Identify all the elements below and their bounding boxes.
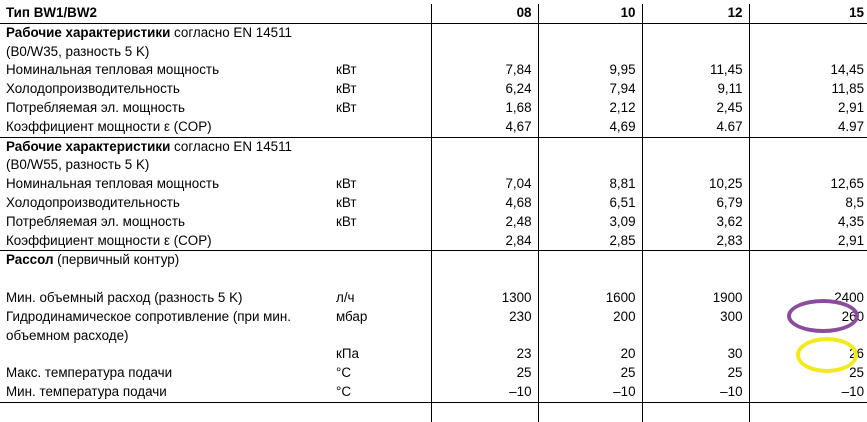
section-b0w55-title: Рабочие характеристики согласно EN 14511 bbox=[0, 137, 431, 156]
table-row: Гидродинамическое сопротивление (при мин. мбар 230 200 300 260 bbox=[0, 308, 867, 327]
section-b0w35-title: Рабочие характеристики согласно EN 14511 bbox=[0, 23, 431, 42]
model-12-header: 12 bbox=[642, 4, 749, 23]
section-brine-title: Рассол (первичный контур) bbox=[0, 251, 431, 270]
table-row: Холодопроизводительность кВт 4,68 6,51 6,79 8,5 bbox=[0, 194, 867, 213]
section-b0w55-subtitle-row bbox=[0, 156, 867, 175]
cut-off-row bbox=[0, 402, 867, 421]
table-row: Потребляемая эл. мощность кВт 2,48 3,09 3,62 4,35 bbox=[0, 213, 867, 232]
model-15-header: 15 bbox=[749, 4, 867, 23]
table-header-row bbox=[0, 4, 867, 23]
table-row: Потребляемая эл. мощность кВт 1,68 2,12 2,45 2,91 bbox=[0, 99, 867, 118]
spacer-row bbox=[0, 270, 867, 289]
table-row: кПа 23 20 30 26 bbox=[0, 345, 867, 364]
table-row: объемном расходе) bbox=[0, 327, 867, 346]
spec-table bbox=[0, 4, 867, 422]
section-b0w55-subtitle: (B0/W55, разность 5 K) bbox=[6, 157, 150, 173]
type-label: Тип BW1/BW2 bbox=[6, 5, 97, 20]
section-brine-title-row bbox=[0, 251, 867, 270]
table-row: Мин. объемный расход (разность 5 K) л/ч 1300 1600 1900 2400 bbox=[0, 289, 867, 308]
table-row: Номинальная тепловая мощность кВт 7,04 8,81 10,25 12,65 bbox=[0, 175, 867, 194]
model-10-header: 10 bbox=[538, 4, 642, 23]
model-08-header: 08 bbox=[431, 4, 538, 23]
section-b0w55-title-row bbox=[0, 137, 867, 156]
section-b0w35-title-row bbox=[0, 23, 867, 42]
table-row: Коэффициент мощности ε (COP) 4,67 4,69 4.67 4.97 bbox=[0, 118, 867, 137]
section-b0w35-subtitle: (B0/W35, разность 5 K) bbox=[6, 43, 150, 59]
table-row: Мин. температура подачи °C –10 –10 –10 –10 bbox=[0, 383, 867, 402]
table-row: Макс. температура подачи °C 25 25 25 25 bbox=[0, 364, 867, 383]
table-row: Коэффициент мощности ε (COP) 2,84 2,85 2,83 2,91 bbox=[0, 232, 867, 251]
table-row: Холодопроизводительность кВт 6,24 7,94 9,11 11,85 bbox=[0, 80, 867, 99]
section-b0w35-subtitle-row bbox=[0, 43, 867, 62]
table-row: Номинальная тепловая мощность кВт 7,84 9,95 11,45 14,45 bbox=[0, 61, 867, 80]
